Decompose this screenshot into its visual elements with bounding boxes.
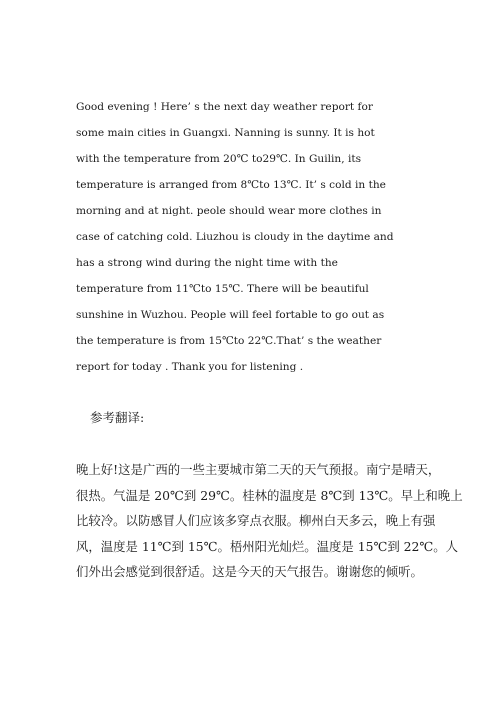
english-line: the temperature is from 15℃to 22℃.That’ s the weather (76, 335, 382, 347)
english-line: temperature is arranged from 8℃to 13℃. It’ s cold in the (76, 179, 386, 191)
chinese-line: 比较冷。以防感冒人们应该多穿点衣服。柳州白天多云，晚上有强 (76, 513, 436, 528)
english-line: case of catching cold. Liuzhou is cloudy in the daytime and (76, 231, 394, 243)
english-line: morning and at night. peole should wear more clothes in (76, 205, 382, 217)
english-line: report for today . Thank you for listening . (76, 361, 304, 373)
reference-translation-label: 参考翻译: (90, 410, 145, 425)
english-line: sunshine in Wuzhou. People will feel fortable to go out as (76, 309, 385, 321)
english-line: with the temperature from 20℃ to29℃. In Guilin, its (76, 153, 362, 165)
english-weather-report (76, 94, 436, 380)
english-line: has a strong wind during the night time with the (76, 257, 338, 269)
english-line: some main cities in Guangxi. Nanning is sunny. It is hot (76, 127, 375, 139)
english-line: Good evening ! Here’ s the next day weather report for (76, 101, 373, 113)
chinese-translation (76, 457, 463, 585)
english-line: temperature from 11℃to 15℃. There will be beautiful (76, 283, 369, 295)
chinese-line: 们外出会感觉到很舒适。这是今天的天气报告。谢谢您的倾听。 (76, 564, 423, 579)
chinese-line: 晚上好!这是广西的一些主要城市第二天的天气预报。南宁是晴天， (76, 462, 441, 477)
chinese-line: 很热。气温是 20℃到 29℃。桂林的温度是 8℃到 13℃。早上和晚上 (76, 487, 463, 503)
chinese-line: 风，温度是 11℃到 15℃。梧州阳光灿烂。温度是 15℃到 22℃。人 (76, 538, 459, 554)
